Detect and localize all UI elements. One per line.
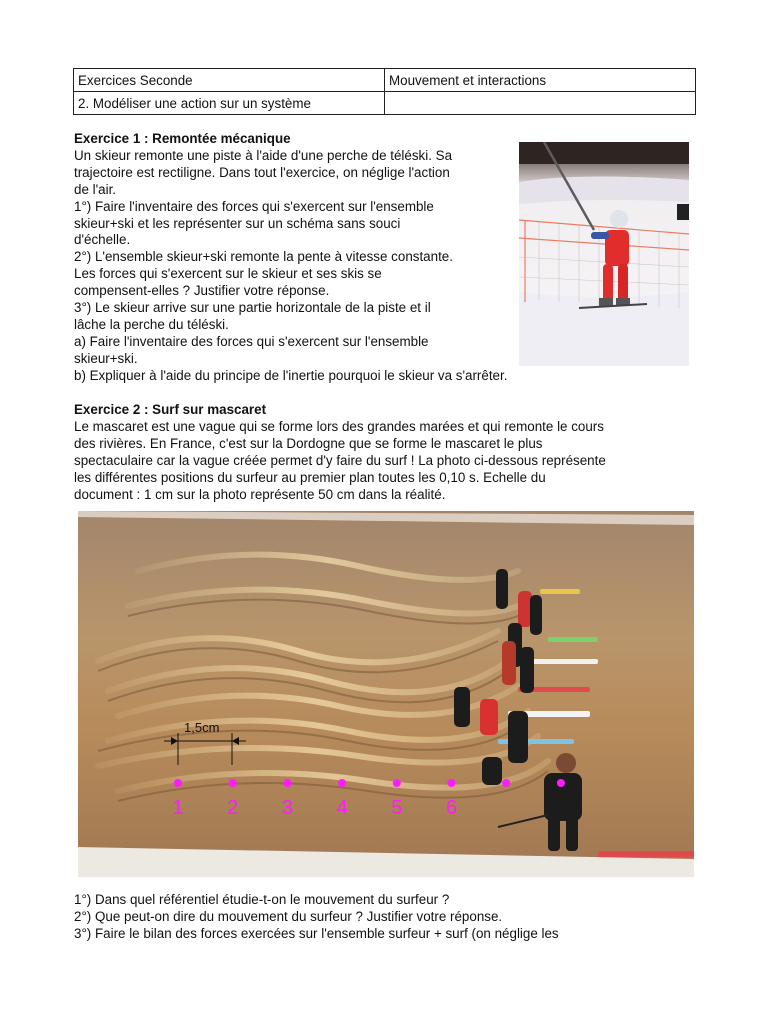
- exercise1-line: de l'air.: [74, 181, 117, 197]
- position-marker: [283, 779, 291, 787]
- exercise1-line: skieur+ski et les représenter sur un schéma sans souci: [74, 215, 401, 231]
- question-line: 3°) Faire le bilan des forces exercées sur l'ensemble surfeur + surf (on néglige les: [74, 925, 559, 941]
- exercise1-line: lâche la perche du téléski.: [74, 316, 229, 332]
- header-table: [73, 68, 696, 115]
- header-cell-empty: [385, 92, 696, 115]
- position-marker: [557, 779, 565, 787]
- surf-photo: [78, 511, 694, 877]
- exercise1-line: 2°) L'ensemble skieur+ski remonte la pente à vitesse constante.: [74, 249, 453, 265]
- position-label: 5: [391, 797, 403, 819]
- position-marker: [393, 779, 401, 787]
- exercise2-line: spectaculaire car la vague créée permet d'y faire du surf ! La photo ci-dessous représente: [74, 452, 606, 468]
- exercise2-body: [74, 419, 606, 504]
- position-label: 3: [281, 797, 293, 819]
- exercise1-line: a) Faire l'inventaire des forces qui s'exercent sur l'ensemble: [74, 333, 429, 349]
- position-label: 6: [445, 797, 458, 819]
- exercise2-line: des rivières. En France, c'est sur la Dordogne que se forme le mascaret le plus: [74, 435, 543, 451]
- position-marker: [338, 779, 346, 787]
- question-line: 1°) Dans quel référentiel étudie-t-on le mouvement du surfeur ?: [74, 892, 450, 907]
- header-cell-lesson: 2. Modéliser une action sur un système: [74, 92, 385, 115]
- position-label: 2: [227, 797, 239, 819]
- exercise2-line: document : 1 cm sur la photo représente 50 cm dans la réalité.: [74, 486, 446, 502]
- exercise2: [74, 402, 606, 503]
- exercise1-title: Exercice 1 : Remontée mécanique: [74, 131, 291, 146]
- scale-label: 1,5cm: [184, 720, 220, 735]
- exercise1-line: 3°) Le skieur arrive sur une partie horizontale de la piste et il: [74, 300, 431, 316]
- exercise1-line: compensent-elles ? Justifier votre réponse.: [74, 283, 330, 299]
- question-line: 2°) Que peut-on dire du mouvement du surfeur ? Justifier votre réponse.: [74, 908, 503, 924]
- exercise1-line: skieur+ski.: [74, 350, 138, 366]
- exercise1-line: Les forces qui s'exercent sur le skieur et ses skis se: [74, 266, 382, 282]
- exercise2-line: Le mascaret est une vague qui se forme lors des grandes marées et qui remonte le cours: [74, 418, 604, 434]
- position-marker: [502, 779, 510, 787]
- exercise2-line: les différentes positions du surfeur au premier plan toutes les 0,10 s. Echelle du: [74, 469, 546, 485]
- exercise1-line: 1°) Faire l'inventaire des forces qui s'exercent sur l'ensemble: [74, 198, 434, 214]
- position-label: 4: [336, 797, 348, 819]
- exercise1-line: Un skieur remonte une piste à l'aide d'une perche de téléski. Sa: [74, 147, 453, 163]
- position-marker: [174, 779, 182, 787]
- exercise1-line: b) Expliquer à l'aide du principe de l'inertie pourquoi le skieur va s'arrêter.: [74, 367, 508, 383]
- exercise2-title: Exercice 2 : Surf sur mascaret: [74, 402, 267, 417]
- skier-photo: [519, 142, 689, 366]
- header-cell-chapter: Mouvement et interactions: [385, 69, 696, 92]
- exercise1-line: d'échelle.: [74, 232, 131, 248]
- position-marker: [448, 779, 456, 787]
- header-cell-course: Exercices Seconde: [74, 69, 385, 92]
- exercise1: [74, 131, 507, 385]
- header-row: [74, 69, 696, 92]
- exercise1-line: trajectoire est rectiligne. Dans tout l'exercice, on néglige l'action: [74, 164, 450, 180]
- header-row: [74, 92, 696, 115]
- exercise1-body: [74, 148, 507, 385]
- position-label: 1: [172, 797, 184, 819]
- exercise2-questions: [74, 892, 559, 943]
- position-marker: [229, 779, 237, 787]
